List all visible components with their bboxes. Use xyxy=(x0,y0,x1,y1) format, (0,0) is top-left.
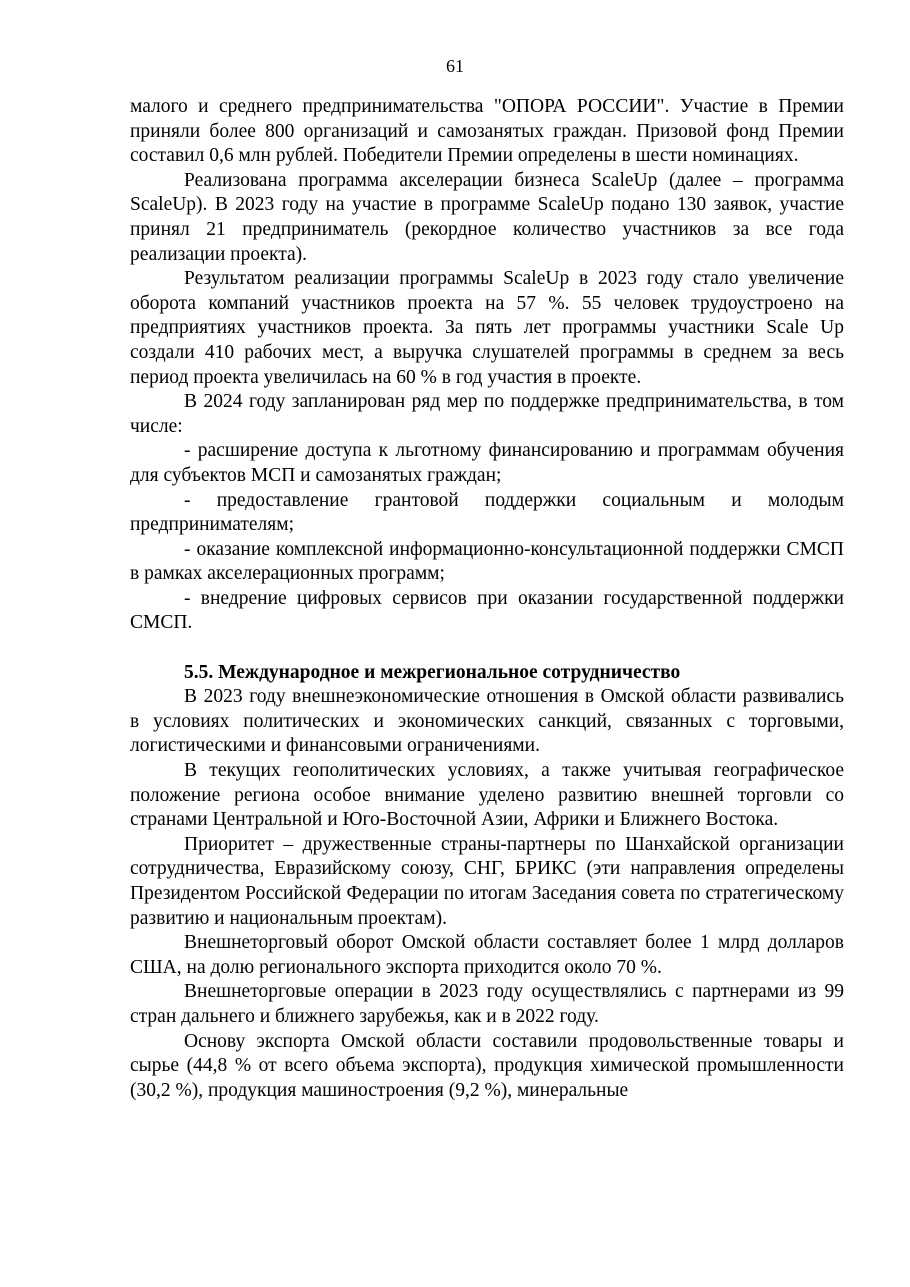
paragraph-scaleup-program: Реализована программа акселерации бизнеса ScaleUp (далее – программа ScaleUp). В 2023 году на участие в программе ScaleUp подано 130 заявок, участие принял 21 предприниматель (рекордное количество участников за все года реализации проекта). xyxy=(130,169,844,265)
paragraph-2024-plans: В 2024 году запланирован ряд мер по поддержке предпринимательства, в том числе: xyxy=(130,391,844,437)
paragraph-geopolitics: В текущих геополитических условиях, а также учитывая географическое положение региона особое внимание уделено развитию внешней торговли со странами Центральной и Юго-Восточной Азии, Африки и Ближнего Востока. xyxy=(130,760,844,831)
paragraph-trade-turnover: Внешнеторговый оборот Омской области составляет более 1 млрд долларов США, на долю регионального экспорта приходится около 70 %. xyxy=(130,932,844,978)
list-item-financing: - расширение доступа к льготному финансированию и программам обучения для субъектов МСП и самозанятых граждан; xyxy=(130,440,844,486)
paragraph-foreign-relations: В 2023 году внешнеэкономические отношения в Омской области развивались в условиях политических и экономических санкций, связанных с торговыми, логистическими и финансовыми ограничениями. xyxy=(130,686,844,757)
list-item-grants: - предоставление грантовой поддержки социальным и молодым предпринимателям; xyxy=(130,489,844,536)
paragraph-premium-continuation: малого и среднего предпринимательства "ОПОРА РОССИИ". Участие в Премии приняли более 800 организаций и самозанятых граждан. Призовой фонд Премии составил 0,6 млн рублей. Победители Премии определены в шести номинациях. xyxy=(130,96,844,167)
paragraph-trade-partners: Внешнеторговые операции в 2023 году осуществлялись с партнерами из 99 стран дальнего и ближнего зарубежья, как и в 2022 году. xyxy=(130,981,844,1027)
section-heading: 5.5. Международное и межрегиональное сотрудничество xyxy=(184,661,681,683)
page-number: 61 xyxy=(446,56,464,76)
paragraph-export-structure: Основу экспорта Омской области составили продовольственные товары и сырье (44,8 % от всего объема экспорта), продукция химической промышленности (30,2 %), продукция машиностроения (9,2 %), минеральные xyxy=(130,1030,844,1101)
list-item-consulting: - оказание комплексной информационно-консультационной поддержки СМСП в рамках акселерационных программ; xyxy=(130,538,844,585)
page-content xyxy=(130,95,844,1103)
paragraph-scaleup-results: Результатом реализации программы ScaleUp в 2023 году стало увеличение оборота компаний участников проекта на 57 %. 55 человек трудоустроено на предприятиях участников проекта. За пять лет программы участники Scale Up создали 410 рабочих мест, а выручка слушателей программы в среднем за весь период проекта увеличилась на 60 % в год участия в проекте. xyxy=(130,268,844,388)
paragraph-priority-partners: Приоритет – дружественные страны-партнеры по Шанхайской организации сотрудничества, Евразийскому союзу, СНГ, БРИКС (эти направления определены Президентом Российской Федерации по итогам Заседания совета по стратегическому развитию и национальным проектам). xyxy=(130,833,844,929)
list-item-digital-services: - внедрение цифровых сервисов при оказании государственной поддержки СМСП. xyxy=(130,587,844,634)
